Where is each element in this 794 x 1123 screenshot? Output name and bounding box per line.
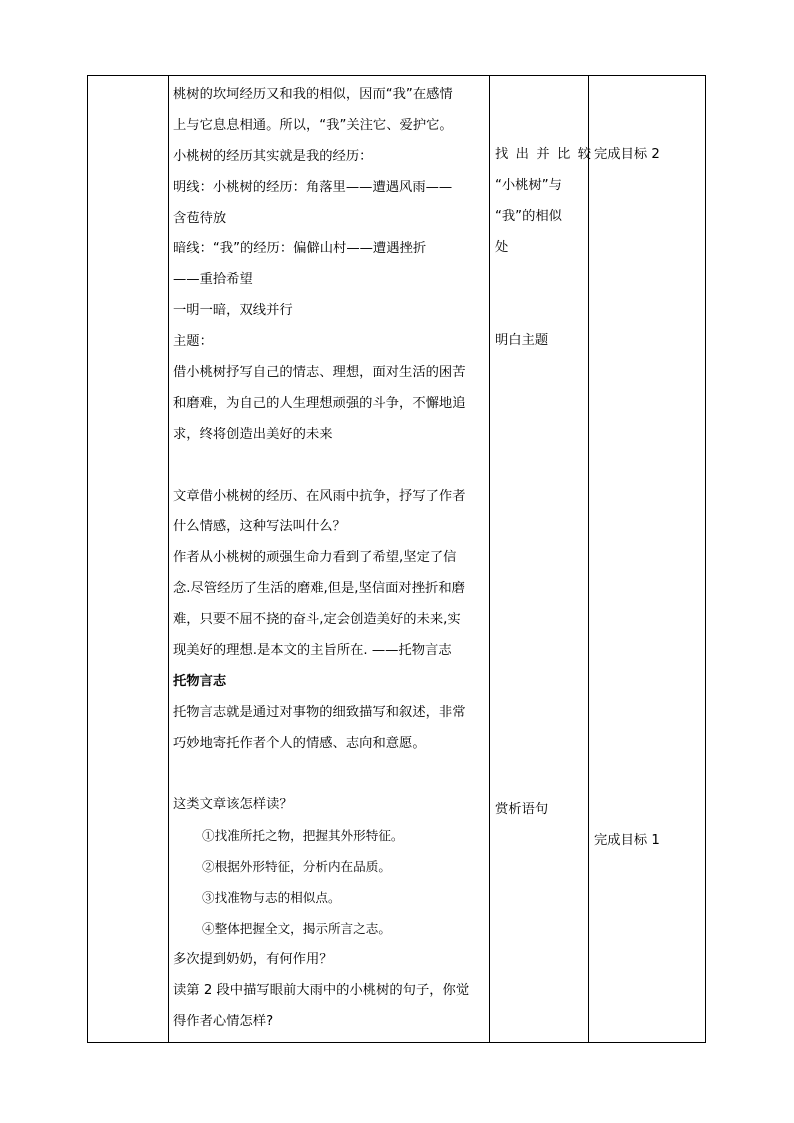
content-line: 读第 2 段中描写眼前大雨中的小桃树的句子，你觉 [173, 982, 470, 998]
activity-line: 处 [495, 239, 509, 255]
content-line: ③找准物与志的相似点。 [202, 890, 341, 906]
content-line: 巧妙地寄托作者个人的情感、志向和意愿。 [173, 735, 426, 751]
activity-theme: 明白主题 [495, 333, 549, 348]
content-line: 小桃树的经历其实就是我的经历： [173, 148, 373, 164]
content-line: ④整体把握全文，揭示所言之志。 [202, 921, 391, 937]
activity-appreciate: 赏析语句 [495, 802, 549, 817]
content-line: 桃树的坎坷经历又和我的相似，因而“我”在感情 [173, 87, 453, 102]
teaching-content-cell [168, 76, 489, 1042]
content-line: 主题： [173, 334, 213, 350]
section-heading: 托物言志 [173, 673, 227, 689]
content-line: 作者从小桃树的顽强生命力看到了希望,坚定了信 [173, 550, 457, 566]
content-line: ①找准所托之物，把握其外形特征。 [202, 828, 404, 844]
activity-line: “我”的相似 [495, 208, 562, 224]
empty-first-column-cell [88, 76, 168, 1042]
content-line: 念.尽管经历了生活的磨难,但是,坚信面对挫折和磨 [173, 581, 465, 597]
content-line: 多次提到奶奶，有何作用？ [173, 951, 333, 967]
goal-complete-1: 完成目标 1 [594, 833, 660, 848]
blank-line [173, 451, 485, 482]
content-line: 上与它息息相通。所以，“我”关注它、爱护它。 [173, 117, 453, 133]
student-activity-cell [489, 76, 591, 1042]
content-line: 暗线：“我”的经历：偏僻山村——遭遇挫折 [173, 241, 427, 257]
content-line: 文章借小桃树的经历、在风雨中抗争，抒写了作者 [173, 488, 466, 504]
content-line: 求，终将创造出美好的未来 [173, 426, 333, 442]
content-line: 和磨难，为自己的人生理想顽强的斗争，不懈地追 [173, 395, 466, 411]
content-line: 借小桃树抒写自己的情志、理想，面对生活的困苦 [173, 365, 466, 381]
activity-line: “小桃树”与 [495, 177, 562, 193]
activity-line: 找出并比较 [495, 147, 591, 162]
goal-cell [588, 76, 706, 1042]
goal-complete-2: 完成目标 2 [594, 147, 660, 162]
content-line: 一明一暗，双线并行 [173, 303, 293, 319]
blank-line [173, 760, 485, 791]
content-line: 托物言志就是通过对事物的细致描写和叙述，非常 [173, 704, 466, 720]
content-line: 什么情感，这种写法叫什么？ [173, 519, 346, 535]
activity-compare [495, 140, 591, 264]
content-line: ——重拾希望 [173, 272, 253, 288]
content-line: 明线：小桃树的经历：角落里——遭遇风雨—— [173, 179, 453, 195]
content-line: 难，只要不屈不挠的奋斗,定会创造美好的未来,实 [173, 612, 461, 628]
content-line: ②根据外形特征，分析内在品质。 [202, 859, 391, 875]
content-line: 得作者心情怎样? [173, 1013, 274, 1029]
lesson-table [87, 75, 706, 1043]
content-line: 现美好的理想.是本文的主旨所在. ——托物言志 [173, 643, 452, 659]
content-line: 这类文章该怎样读？ [173, 797, 293, 813]
content-line: 含苞待放 [173, 210, 227, 226]
